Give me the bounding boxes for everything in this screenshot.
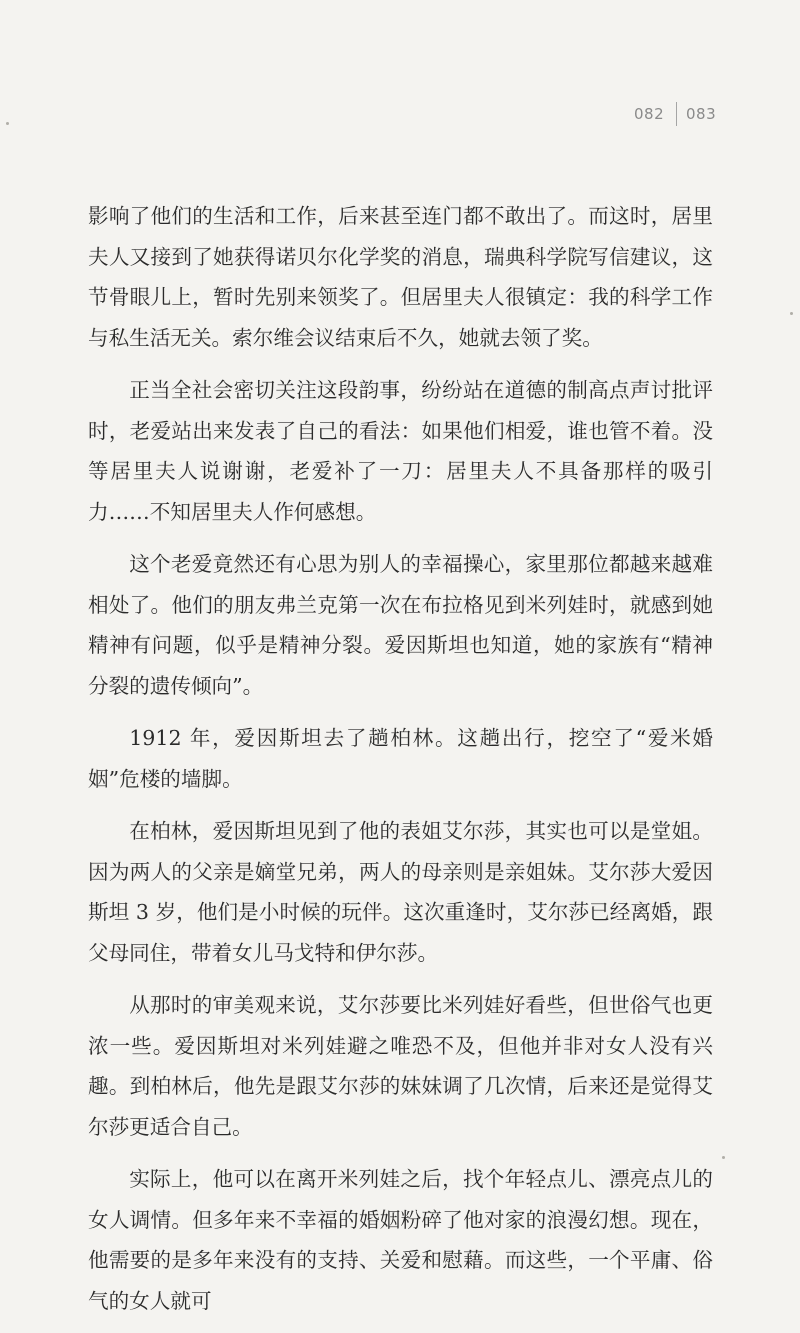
page-number-left: 082: [634, 105, 665, 123]
page-number-divider: [676, 102, 677, 126]
page-number-right: 083: [686, 105, 717, 123]
paragraph: 正当全社会密切关注这段韵事，纷纷站在道德的制高点声讨批评时，老爱站出来发表了自己的看法：如果他们相爱，谁也管不着。没等居里夫人说谢谢，老爱补了一刀：居里夫人不具备那样的吸引力……不知居里夫人作何感想。: [88, 378, 713, 524]
scan-speck: [722, 1156, 725, 1159]
body-text: [88, 196, 713, 1333]
paragraph: 从那时的审美观来说，艾尔莎要比米列娃好看些，但世俗气也更浓一些。爱因斯坦对米列娃避之唯恐不及，但他并非对女人没有兴趣。到柏林后，他先是跟艾尔莎的妹妹调了几次情，后来还是觉得艾尔莎更适合自己。: [88, 993, 713, 1139]
scan-speck: [790, 312, 793, 315]
paragraph: 这个老爱竟然还有心思为别人的幸福操心，家里那位都越来越难相处了。他们的朋友弗兰克第一次在布拉格见到米列娃时，就感到她精神有问题，似乎是精神分裂。爱因斯坦也知道，她的家族有“精神分裂的遗传倾向”。: [88, 552, 713, 698]
paragraph: 在柏林，爱因斯坦见到了他的表姐艾尔莎，其实也可以是堂姐。因为两人的父亲是嫡堂兄弟，两人的母亲则是亲姐妹。艾尔莎大爱因斯坦 3 岁，他们是小时候的玩伴。这次重逢时，艾尔莎已经离婚，跟父母同住，带着女儿马戈特和伊尔莎。: [88, 819, 713, 965]
paragraph-continuation: 影响了他们的生活和工作，后来甚至连门都不敢出了。而这时，居里夫人又接到了她获得诺贝尔化学奖的消息，瑞典科学院写信建议，这节骨眼儿上，暂时先别来领奖了。但居里夫人很镇定：我的科学工作与私生活无关。索尔维会议结束后不久，她就去领了奖。: [88, 204, 713, 350]
paragraph: 1912 年，爱因斯坦去了趟柏林。这趟出行，挖空了“爱米婚姻”危楼的墙脚。: [88, 726, 713, 791]
paragraph: 实际上，他可以在离开米列娃之后，找个年轻点儿、漂亮点儿的女人调情。但多年来不幸福的婚姻粉碎了他对家的浪漫幻想。现在，他需要的是多年来没有的支持、关爱和慰藉。而这些，一个平庸、俗气的女人就可: [88, 1167, 713, 1313]
page-number-header: [630, 102, 740, 132]
scan-speck: [6, 122, 9, 125]
